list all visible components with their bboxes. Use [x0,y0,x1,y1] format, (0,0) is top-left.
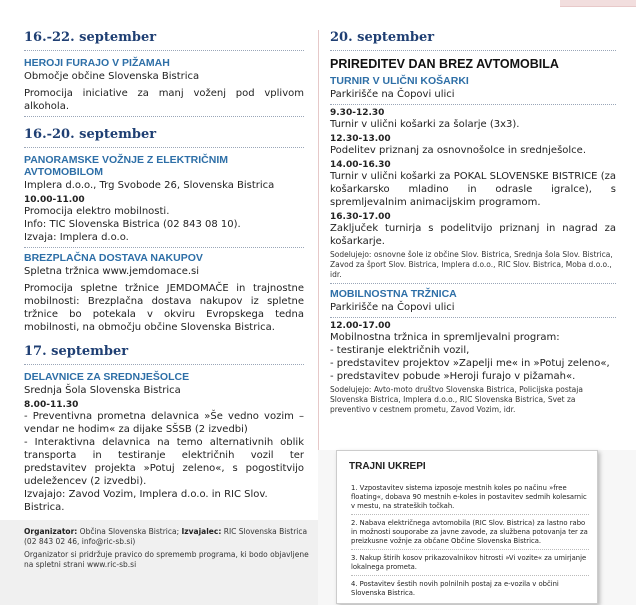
permanent-measures-box [336,450,598,604]
event-title: PRIREDITEV DAN BREZ AVTOMOBILA [330,57,559,71]
date-heading: 16.-22. september [24,30,304,51]
section-title: PANORAMSKE VOŽNJE Z ELEKTRIČNIM AVTOMOBILOM [24,154,228,178]
location: Območje občine Slovenska Bistrica [24,71,200,82]
text-line: Info: TIC Slovenska Bistrica (02 843 08 10). [24,219,241,230]
organizer-value: Občina Slovenska Bistrica; [79,527,180,536]
time: 10.00-11.00 [24,195,85,205]
measures-list [351,484,589,601]
section-title: BREZPLAČNA DOSTAVA NAKUPOV [24,252,203,264]
text-line: Podelitev priznanj za osnovnošolce in srednješolce. [330,145,587,156]
date-heading: 20. september [330,30,616,51]
section-title: HEROJI FURAJO V PIŽAMAH [24,57,170,69]
description: Promocija spletne tržnice JEMDOMAČE in trajnostne mobilnosti: Brezplačna dostava nakupov iz spletne tržnice bo potekala v okviru Evropskega tedna mobilnosti, na območju občine Slovenska Bistrica. [24,283,304,333]
top-decoration [560,0,636,7]
top-strip [0,0,636,10]
location: Implera d.o.o., Trg Svobode 26, Slovenska Bistrica [24,180,275,191]
column-divider [318,30,319,520]
text-line: Turnir v ulični košarki za šolarje (3x3). [330,119,520,130]
contact: (02 843 02 46, info@ric-sb.si) [24,537,136,546]
organizer-label: Organizator: [24,527,78,536]
left-column [24,30,304,514]
text-line: - predstavitev pobude »Heroji furajo v pižamah«. [330,371,576,382]
time: 14.00-16.30 [330,160,391,170]
text-line: Izvajajo: Zavod Vozim, Implera d.o.o. in RIC Slov. Bistrica. [24,489,268,513]
list-item: 2. Nabava električnega avtomobila (RIC Slov. Bistrica) za lastno rabo in možnosti souporabe za javne zavode, za službena potovanja ter za preizkusne vožnje za občane Občine Slovenska Bistrica. [351,519,589,550]
description: Promocija iniciative za manj voženj pod vplivom alkohola. [24,87,304,117]
time: 9.30-12.30 [330,108,385,118]
text-line: Zaključek turnirja s podelitvijo priznanj in nagrad za košarkarje. [330,223,616,247]
date-heading: 16.-20. september [24,127,304,148]
disclaimer: Organizator si pridržuje pravico do sprememb programa, ki bodo objavljene na spletni strani www.ric-sb.si [24,550,309,569]
time: 8.00-11.30 [24,400,79,410]
location: Parkirišče na Čopovi ulici [330,301,616,318]
credits: Sodelujejo: osnovne šole iz občine Slov. Bistrica, Srednja šola Slov. Bistrica, Zavod za šport Slov. Bistrica, Implera d.o.o., RIC Slov. Bistrica, Moba d.o.o., idr. [330,250,616,284]
section-title: DELAVNICE ZA SREDNJEŠOLCE [24,371,190,383]
date-heading: 17. september [24,344,304,365]
footer-text [24,527,314,570]
executor-label: Izvajalec: [181,527,222,536]
text-line: Turnir v ulični košarki za POKAL SLOVENSKE BISTRICE (za košarkarsko mladino in odrasle igralce), s spremljevalnim animacijskim programom. [330,171,616,208]
text-line: - predstavitev projektov »Zapelji me« in »Potuj zeleno«, [330,358,610,369]
location: Spletna tržnica www.jemdomace.si [24,266,200,277]
right-column [330,30,616,419]
text-line: - Interaktivna delavnica na temo alternativnih oblik transporta in testiranje električnih vozil ter predstavitev projekta »Potuj zeleno«, s pogostitvijo udeležencev (2 izvedbi). [24,437,304,487]
time: 12.30-13.00 [330,134,391,144]
section-title: MOBILNOSTNA TRŽNICA [330,288,457,300]
time: 12.00-17.00 [330,321,391,331]
list-item: 4. Postavitev šestih novih polnilnih postaj za e-vozila v občini Slovenska Bistrica. [351,580,559,597]
list-item: 3. Nakup štirih kosov prikazovalnikov hitrosti »Vi vozite« za umirjanje lokalnega prometa. [351,554,589,576]
text-line: Izvaja: Implera d.o.o. [24,231,304,248]
box-title: TRAJNI UKREPI [349,461,426,472]
location: Parkirišče na Čopovi ulici [330,88,616,105]
text-line: Promocija elektro mobilnosti. [24,206,170,217]
list-item: 1. Vzpostavitev sistema izposoje mestnih koles po načinu »free floating«, dobava 90 mestnih e-koles in postavitev sedmih kolesarnic v mestu, na strateških točkah. [351,484,589,515]
text-line: Mobilnostna tržnica in spremljevalni program: [330,332,560,343]
text-line: - Preventivna prometna delavnica »Še vedno vozim – vendar ne hodim« za dijake SŠSB (2 izvedbi) [24,411,304,435]
time: 16.30-17.00 [330,212,391,222]
text-line: - testiranje električnih vozil, [330,345,470,356]
location: Srednja Šola Slovenska Bistrica [24,385,181,396]
credits: Sodelujejo: Avto-moto društvo Slovenska Bistrica, Policijska postaja Slovenska Bistrica, Implera d.o.o., RIC Slovenska Bistrica, Svet za preventivo v cestnem prometu, Zavod Vozim, idr. [330,385,583,414]
executor-value: RIC Slovenska Bistrica [223,527,308,536]
section-title: TURNIR V ULIČNI KOŠARKI [330,75,469,87]
